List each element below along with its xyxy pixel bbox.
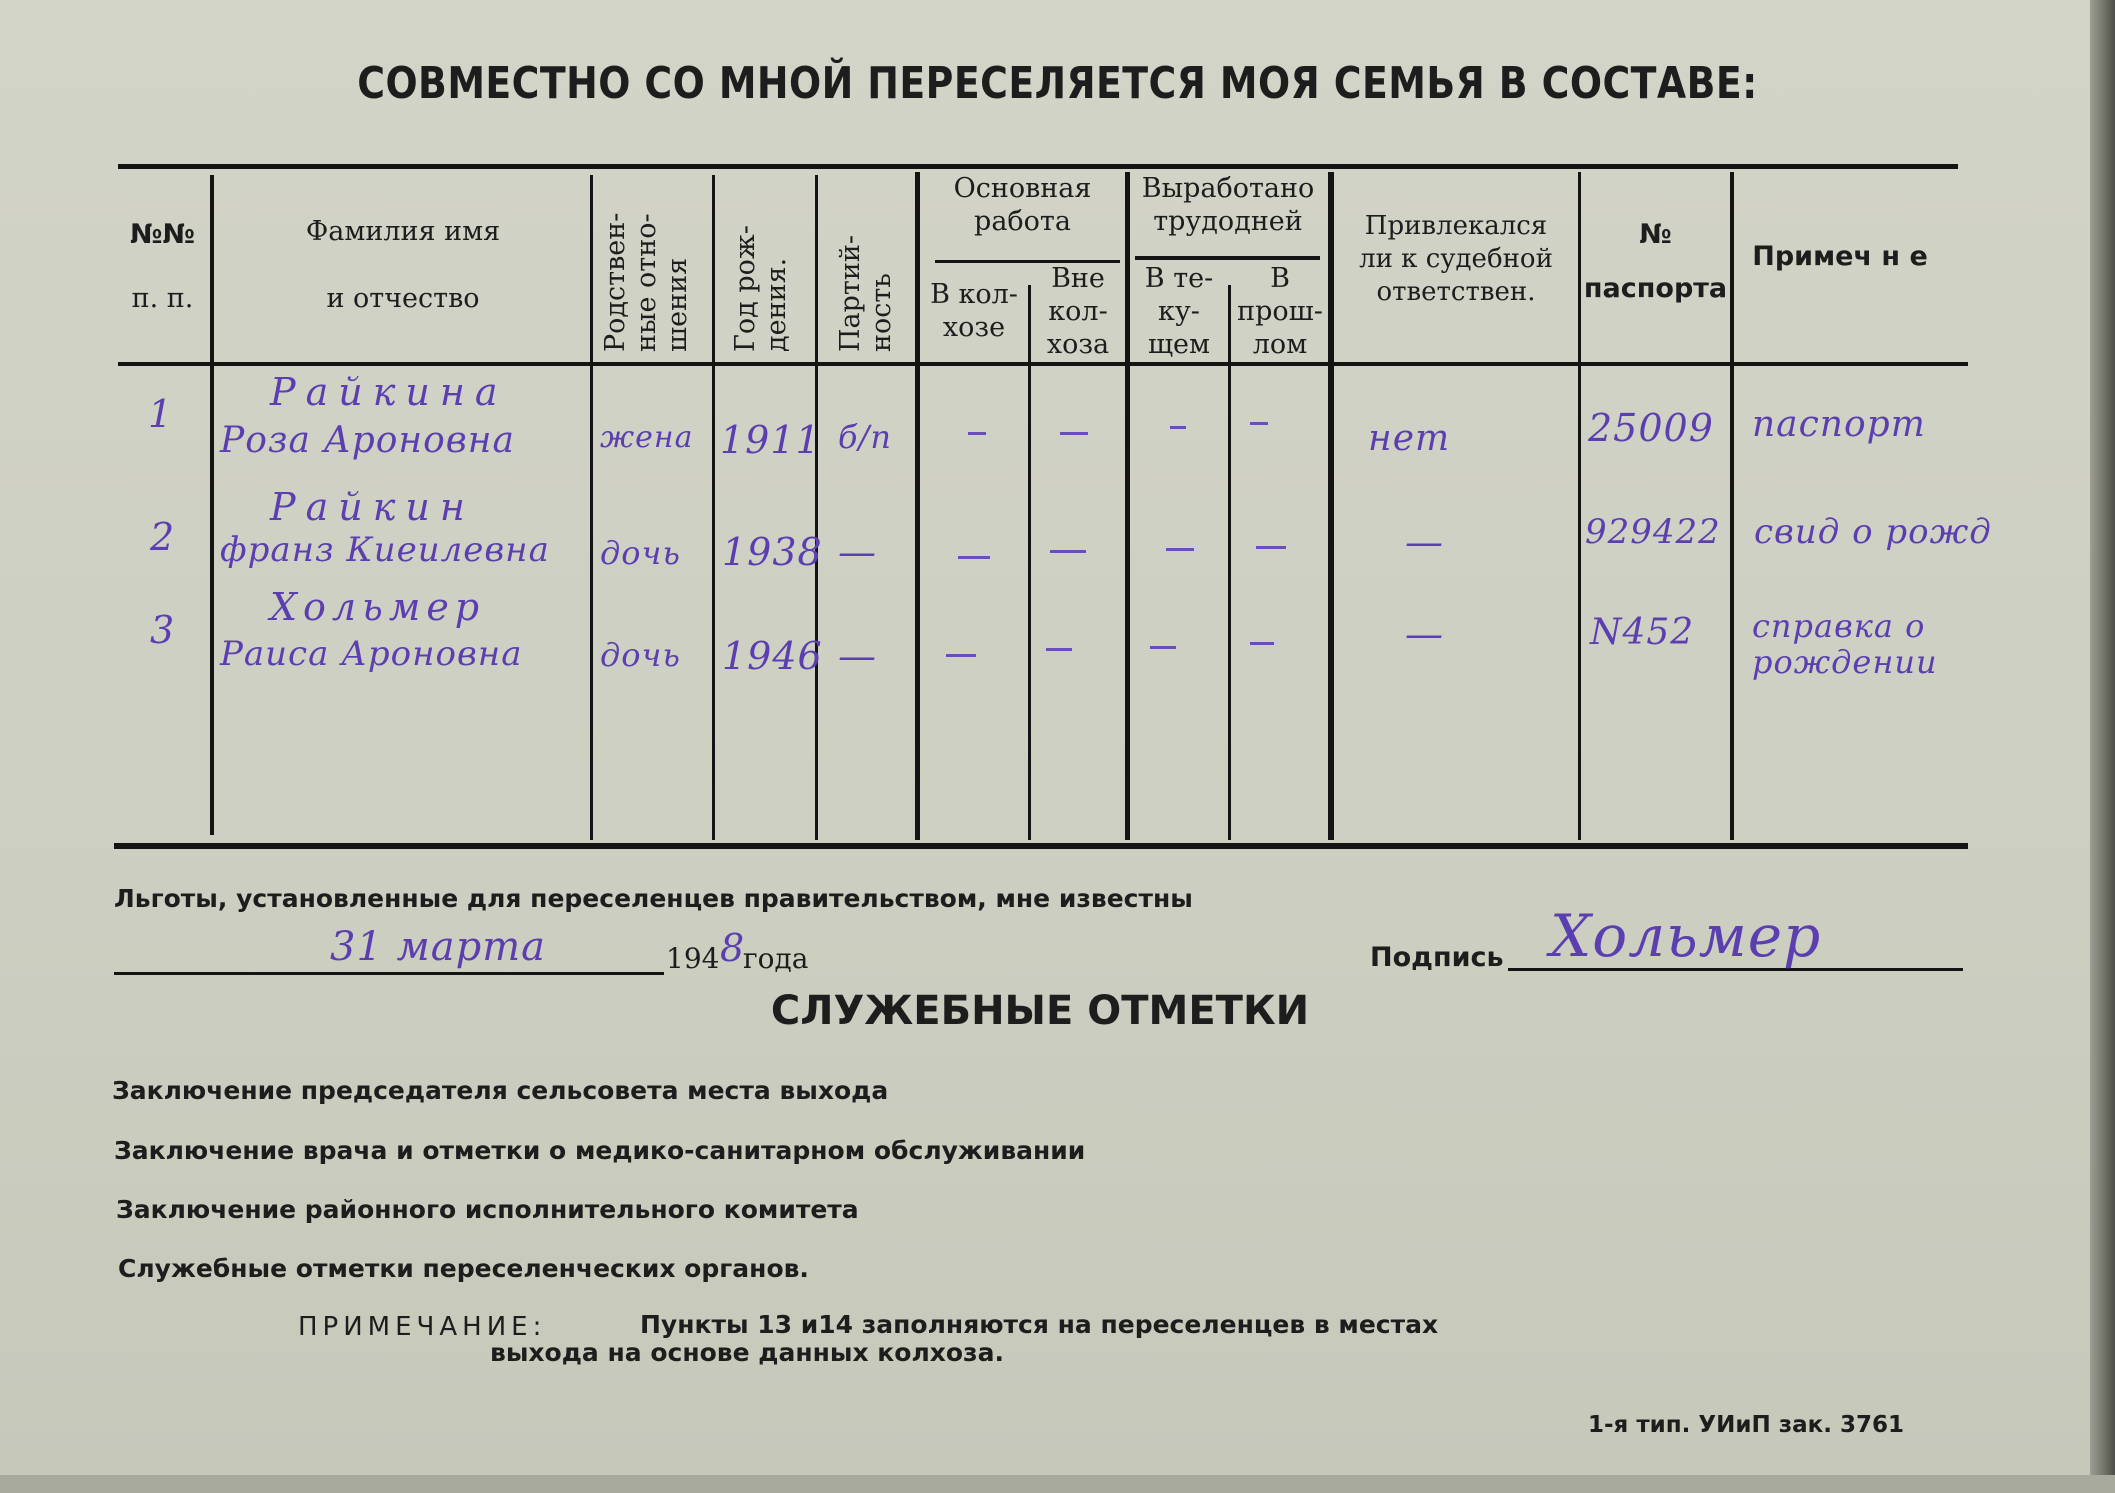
date-handwritten: 31 марта: [330, 924, 547, 970]
row2-note: свид о рожд: [1754, 512, 1992, 552]
row3-num: 3: [150, 608, 176, 652]
row3-name: Раиса Ароновна: [220, 634, 523, 674]
row1-passport: 25009: [1588, 406, 1714, 450]
workdays-divider: [1135, 256, 1320, 260]
header-num: №№: [130, 219, 195, 250]
row1-surname: Райкина: [270, 370, 508, 414]
row3-surname: Хольмер: [270, 585, 486, 629]
header-patronymic: и отчество: [326, 283, 480, 314]
row3-relation: дочь: [600, 636, 681, 674]
note-line-2: Заключение врача и отметки о медико-санитарном обслуживании: [114, 1136, 1086, 1165]
row1-year: 1911: [720, 418, 821, 462]
note-label: ПРИМЕЧАНИЕ:: [298, 1312, 547, 1342]
table-header-border: [118, 362, 1968, 366]
col-sep-4: [815, 175, 818, 840]
row3-court: —: [1405, 612, 1444, 656]
row2-party: —: [838, 530, 877, 574]
row2-year: 1938: [722, 530, 823, 574]
header-name: Фамилия имя: [305, 216, 501, 247]
header-out-kolkhoz: Вне кол- хоза: [1046, 263, 1110, 360]
col-sep-3: [712, 175, 715, 840]
benefits-text: Льготы, установленные для переселенцев правительством, мне известны: [114, 884, 1193, 913]
row3-current-dash: [1150, 646, 1176, 649]
col-sep-1: [210, 175, 214, 835]
header-relation: Родствен- ные отно- шения: [600, 212, 693, 352]
row2-out-kolkhoz-dash: [1050, 550, 1086, 553]
year-handwritten: 8: [720, 926, 746, 970]
signature-label: Подпись: [1370, 942, 1504, 973]
table-bottom-border: [114, 843, 1968, 849]
row3-note: справка о рождении: [1752, 607, 1938, 681]
row3-out-kolkhoz-dash: [1046, 648, 1072, 651]
header-in-kolkhoz: В кол- хозе: [930, 279, 1018, 343]
row1-note: паспорт: [1752, 404, 1926, 445]
row2-num: 2: [150, 515, 176, 559]
row1-in-kolkhoz-dash: [968, 432, 986, 435]
row2-surname: Райкин: [270, 485, 475, 529]
row1-out-kolkhoz-dash: [1060, 432, 1088, 435]
note-line-1: Заключение председателя сельсовета места выхода: [112, 1076, 889, 1105]
date-underline: [114, 972, 664, 975]
note-text-2: выхода на основе данных колхоза.: [490, 1338, 1004, 1367]
header-workdays: Выработано трудодней: [1141, 173, 1315, 237]
header-note: Примеч н е: [1752, 241, 1928, 272]
year-suffix: года: [743, 942, 809, 975]
header-passport: № паспорта: [1583, 219, 1728, 304]
header-num-pp: п. п.: [131, 283, 194, 314]
header-birth-year: Год рож- дения.: [730, 225, 792, 352]
row1-num: 1: [148, 392, 174, 436]
row2-passport: 929422: [1585, 512, 1721, 552]
row3-past-dash: [1250, 642, 1274, 645]
signature: Хольмер: [1550, 902, 1822, 970]
form-title: СОВМЕСТНО СО МНОЙ ПЕРЕСЕЛЯЕТСЯ МОЯ СЕМЬЯ В СОСТАВЕ:: [357, 58, 1758, 109]
header-current: В те- ку- щем: [1144, 263, 1214, 360]
col-sep-5: [915, 172, 920, 840]
col-sep-2: [590, 175, 593, 840]
row1-party: б/п: [838, 418, 892, 456]
row1-past-dash: [1250, 422, 1268, 425]
note-line-4: Служебные отметки переселенческих органов.: [118, 1254, 809, 1283]
row2-court: —: [1405, 520, 1444, 564]
header-main-work: Основная работа: [953, 173, 1092, 237]
row2-in-kolkhoz-dash: [958, 556, 990, 559]
section-title: СЛУЖЕБНЫЕ ОТМЕТКИ: [770, 988, 1310, 1034]
page-bottom-edge: [0, 1475, 2115, 1493]
row2-past-dash: [1256, 546, 1286, 549]
header-party: Партий- ность: [835, 235, 897, 352]
note-text-1: Пункты 13 и14 заполняются на переселенцев в местах: [640, 1310, 1439, 1339]
row1-name: Роза Ароновна: [220, 420, 515, 461]
row1-court: нет: [1368, 418, 1451, 459]
header-court: Привлекался ли к судебной ответствен.: [1359, 211, 1553, 307]
header-past: В прош- лом: [1237, 263, 1323, 360]
printer-mark: 1-я тип. УИиП зак. 3761: [1588, 1412, 1905, 1438]
col-sep-11: [1730, 172, 1734, 840]
page-edge: [2090, 0, 2115, 1493]
col-sep-8: [1228, 285, 1231, 840]
col-sep-6: [1028, 285, 1031, 840]
row3-passport: N452: [1590, 612, 1695, 653]
note-line-3: Заключение районного исполнительного комитета: [116, 1195, 859, 1224]
row2-name: франз Киеилевна: [220, 530, 550, 570]
row3-party: —: [838, 634, 877, 678]
row3-year: 1946: [722, 634, 823, 678]
row3-in-kolkhoz-dash: [946, 654, 976, 657]
row1-current-dash: [1170, 426, 1186, 429]
row1-relation: жена: [600, 420, 694, 455]
table-top-border: [118, 164, 1958, 169]
year-printed: 194: [666, 942, 720, 975]
row2-current-dash: [1166, 548, 1194, 551]
row2-relation: дочь: [600, 534, 681, 572]
